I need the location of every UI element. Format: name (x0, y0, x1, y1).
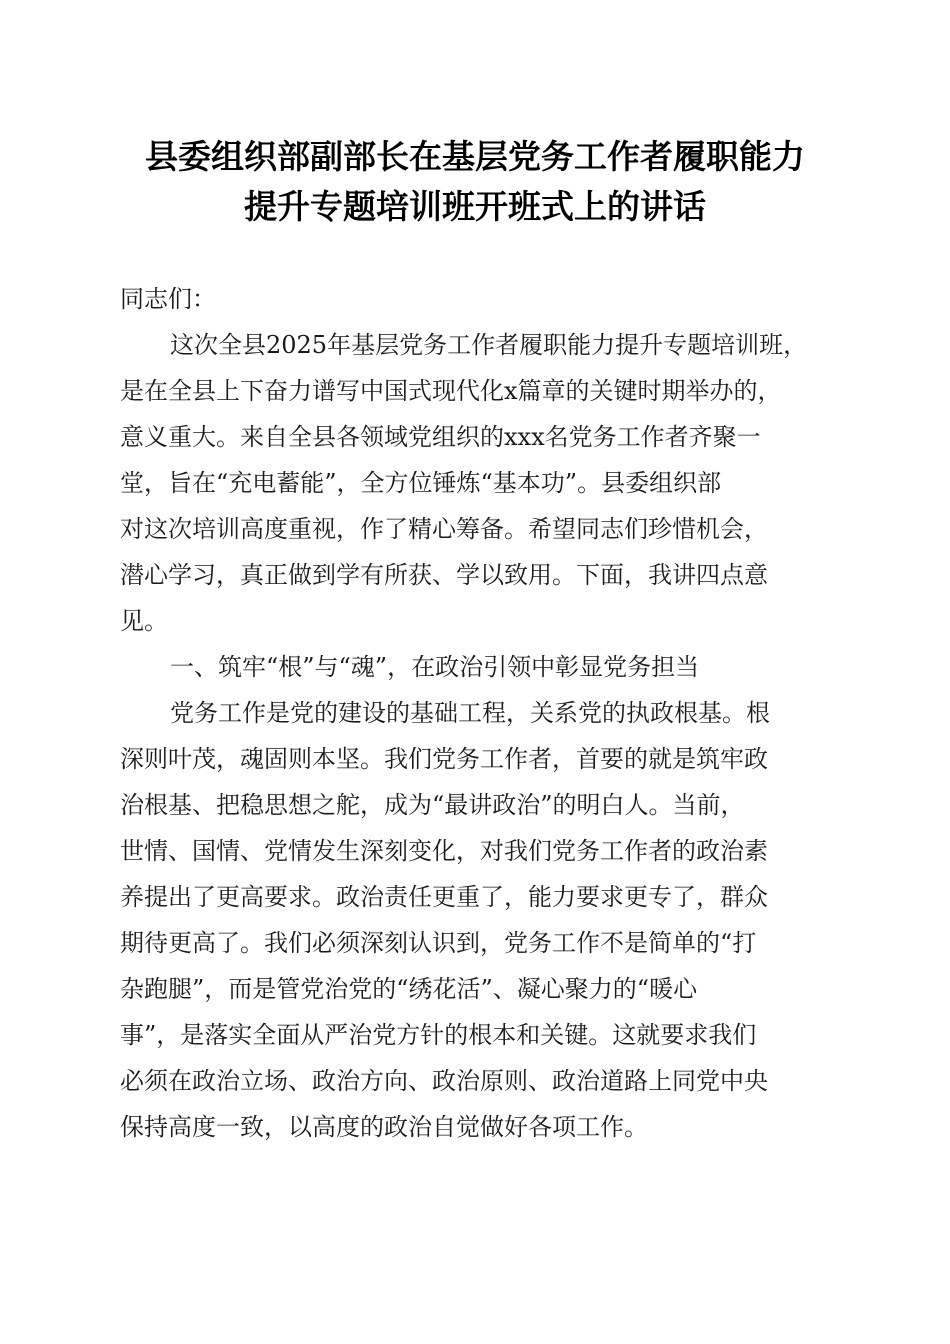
paragraph-line: 养提出了更高要求。政治责任更重了，能力要求更专了，群众 (120, 883, 768, 911)
paragraph-line: 是在全县上下奋力谱写中国式现代化x篇章的关键时期举办的， (120, 377, 782, 405)
document-title (60, 132, 890, 232)
paragraph-line: 治根基、把稳思想之舵，成为“最讲政治”的明白人。当前， (120, 791, 745, 819)
paragraph-line: 见。 (120, 607, 168, 635)
salutation: 同志们： (120, 285, 216, 313)
paragraph-line: 世情、国情、党情发生深刻变化，对我们党务工作者的政治素 (120, 837, 768, 865)
paragraph-line: 事”，是落实全面从严治党方针的根本和关键。这就要求我们 (120, 1021, 757, 1049)
paragraph-line: 对这次培训高度重视，作了精心筹备。希望同志们珍惜机会， (120, 515, 768, 543)
paragraph-line: 深则叶茂，魂固则本坚。我们党务工作者，首要的就是筑牢政 (120, 745, 768, 773)
section-heading: 一、筑牢“根”与“魂”，在政治引领中彰显党务担当 (170, 653, 700, 681)
paragraph-line: 保持高度一致，以高度的政治自觉做好各项工作。 (120, 1113, 648, 1141)
paragraph-intro (120, 322, 832, 644)
paragraph-line: 潜心学习，真正做到学有所获、学以致用。下面，我讲四点意 (120, 561, 768, 589)
paragraph-section-1 (120, 690, 832, 1150)
paragraph-line: 杂跑腿”，而是管党治党的“绣花活”、凝心聚力的“暖心 (120, 975, 698, 1003)
title-line: 县委组织部副部长在基层党务工作者履职能力 (145, 137, 805, 176)
paragraph-line: 这次全县2025年基层党务工作者履职能力提升专题培训班， (170, 331, 808, 359)
title-line: 提升专题培训班开班式上的讲话 (244, 187, 706, 226)
document-body (120, 276, 832, 1150)
paragraph-line: 意义重大。来自全县各领域党组织的xxx名党务工作者齐聚一 (120, 423, 761, 451)
paragraph-line: 堂，旨在“充电蓄能”，全方位锤炼“基本功”。县委组织部 (120, 469, 722, 497)
paragraph-line: 党务工作是党的建设的基础工程，关系党的执政根基。根 (170, 699, 770, 727)
paragraph-line: 必须在政治立场、政治方向、政治原则、政治道路上同党中央 (120, 1067, 768, 1095)
paragraph-line: 期待更高了。我们必须深刻认识到，党务工作不是简单的“打 (120, 929, 757, 957)
